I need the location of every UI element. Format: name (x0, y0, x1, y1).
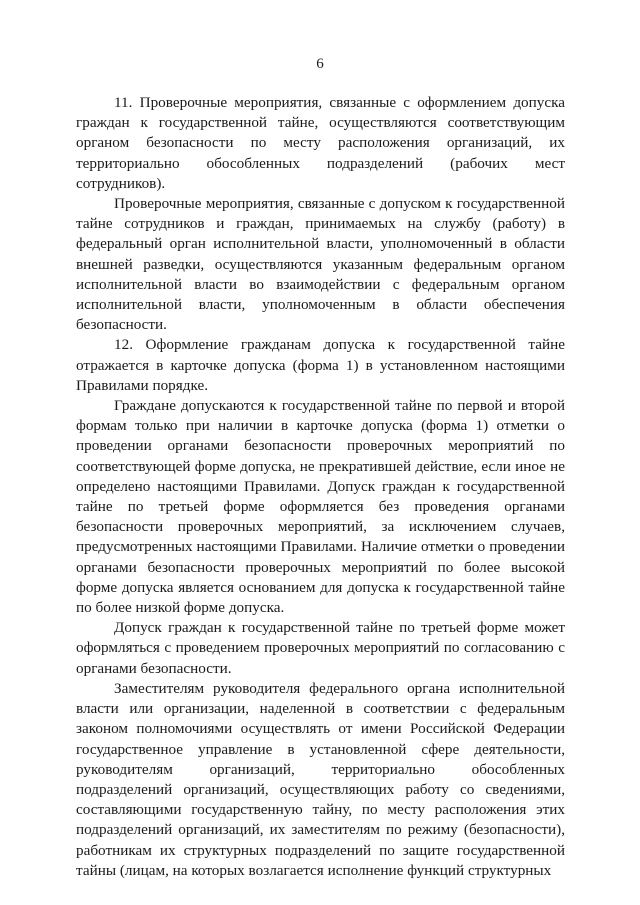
paragraph-12-third-form: Допуск граждан к государственной тайне по третьей форме может оформляться с проведением проверочных мероприятий по согласованию с органами безопасности. (76, 619, 565, 677)
document-body (76, 93, 565, 881)
paragraph-12-admission-forms: Граждане допускаются к государственной тайне по первой и второй формам только при наличии в карточке допуска (форма 1) отметки о проведении органами безопасности проверочных мероприятий по соответствующей форме допуска, не прекратившей действие, если иное не определено настоящими Правилами. Допуск граждан к государственной тайне по третьей форме оформляется без проведения органами безопасности проверочных мероприятий, за исключением случаев, предусмотренных настоящими Правилами. Наличие отметки о проведении органами безопасности проверочных мероприятий по более высокой форме допуска является основанием для допуска к государственной тайне по более низкой форме допуска. (76, 397, 565, 617)
paragraph-12-deputies: Заместителям руководителя федерального органа исполнительной власти или организации, наделенной в соответствии с федеральным законом полномочиями осуществлять от имени Российской Федерации государственное управление в установленной сфере деятельности, руководителям организаций, территориально обособленных подразделений организаций, осуществляющих работу со сведениями, составляющими государственную тайну, по месту расположения этих подразделений организаций, их заместителям по режиму (безопасности), работникам их структурных подразделений по защите государственной тайны (лицам, на которых возлагается исполнение функций структурных (76, 679, 565, 879)
paragraph-11: 11. Проверочные мероприятия, связанные с оформлением допуска граждан к государственной тайне, осуществляются соответствующим органом безопасности по месту расположения организаций, их территориально обособленных подразделений (рабочих мест сотрудников). (76, 94, 565, 192)
paragraph-11-foreign-intelligence: Проверочные мероприятия, связанные с допуском к государственной тайне сотрудников и граждан, принимаемых на службу (работу) в федеральный орган исполнительной власти, уполномоченный в области внешней разведки, осуществляются указанным федеральным органом исполнительной власти во взаимодействии с федеральным органом исполнительной власти, уполномоченным в области обеспечения безопасности. (76, 195, 565, 334)
page-number: 6 (316, 56, 324, 72)
paragraph-12: 12. Оформление гражданам допуска к государственной тайне отражается в карточке допуска (форма 1) в установленном настоящими Правилами порядке. (76, 336, 565, 394)
